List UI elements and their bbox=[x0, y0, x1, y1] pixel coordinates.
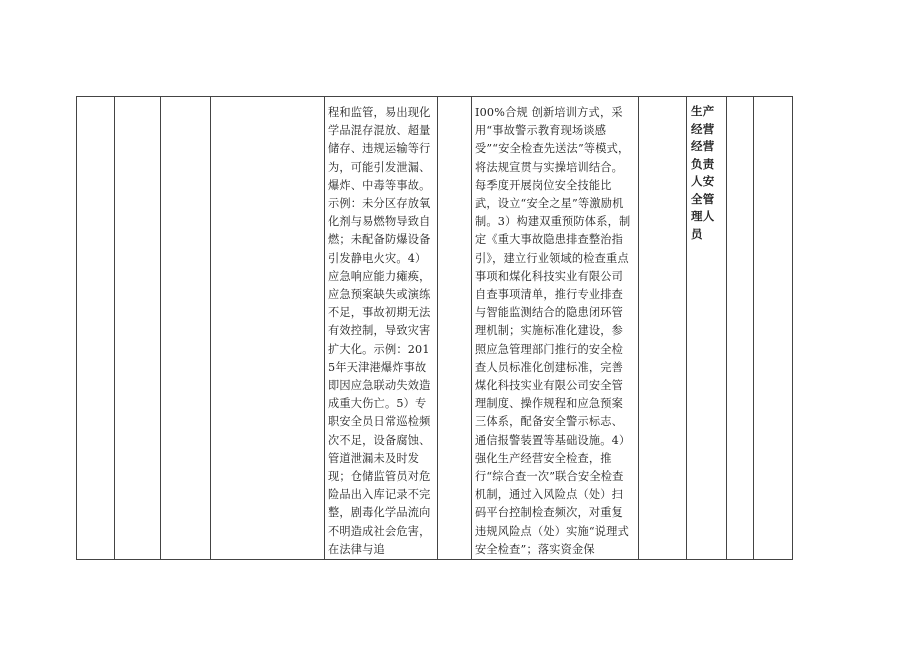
table-cell bbox=[639, 97, 687, 560]
table-cell bbox=[438, 97, 472, 560]
control-measures-cell bbox=[472, 97, 639, 560]
responsible-person-text: 生产经营经营负责人安全管理人员 bbox=[691, 104, 715, 241]
responsible-person-cell bbox=[687, 97, 727, 560]
table-cell bbox=[211, 97, 325, 560]
hazard-description-text: 程和监管，易出现化学品混存混放、超量储存、违规运输等行为，可能引发泄漏、爆炸、中毒等事故。示例：未分区存放氧化剂与易燃物导致自燃；未配备防爆设备引发静电火灾。4）应急响应能力瘫痪，应急预案缺失或演练不足，事故初期无法有效控制，导致灾害扩大化。示例：2015年天津港爆炸事故即因应急联动失效造成重大伤亡。5）专职安全员日常巡检频次不足，设备腐蚀、管道泄漏未及时发现；仓储监管员对危险品出入库记录不完整，剧毒化学品流向不明造成社会危害，在法律与追 bbox=[328, 106, 431, 556]
table-cell bbox=[727, 97, 754, 560]
table-cell bbox=[161, 97, 211, 560]
control-measures-text: I00%合规 创新培训方式，采用“事故警示教育现场谈感受”“安全检查先送法”等模式，将法规宣贯与实操培训结合。每季度开展岗位安全技能比武，设立“安全之星”等激励机制。3）构建双重预防体系，制定《重大事故隐患排查整治指引》，建立行业领域的检查重点事项和煤化科技实业有限公司自查事项清单，推行专业排查与智能监测结合的隐患闭环管理机制；实施标准化建设，参照应急管理部门推行的安全检查人员标准化创建标准，完善煤化科技实业有限公司安全管理制度、操作规程和应急预案三体系，配备安全警示标志、通信报警装置等基础设施。4）强化生产经营安全检查，推行“综合查一次”联合安全检查机制，通过入风险点（处）扫码平台控制检查频次，对重复违规风险点（处）实施“说理式安全检查”；落实资金保 bbox=[475, 106, 631, 556]
table-cell bbox=[115, 97, 161, 560]
hazard-table bbox=[76, 96, 793, 560]
table-row bbox=[77, 97, 793, 560]
hazard-description-cell bbox=[325, 97, 438, 560]
table-cell bbox=[77, 97, 115, 560]
table-cell bbox=[754, 97, 793, 560]
